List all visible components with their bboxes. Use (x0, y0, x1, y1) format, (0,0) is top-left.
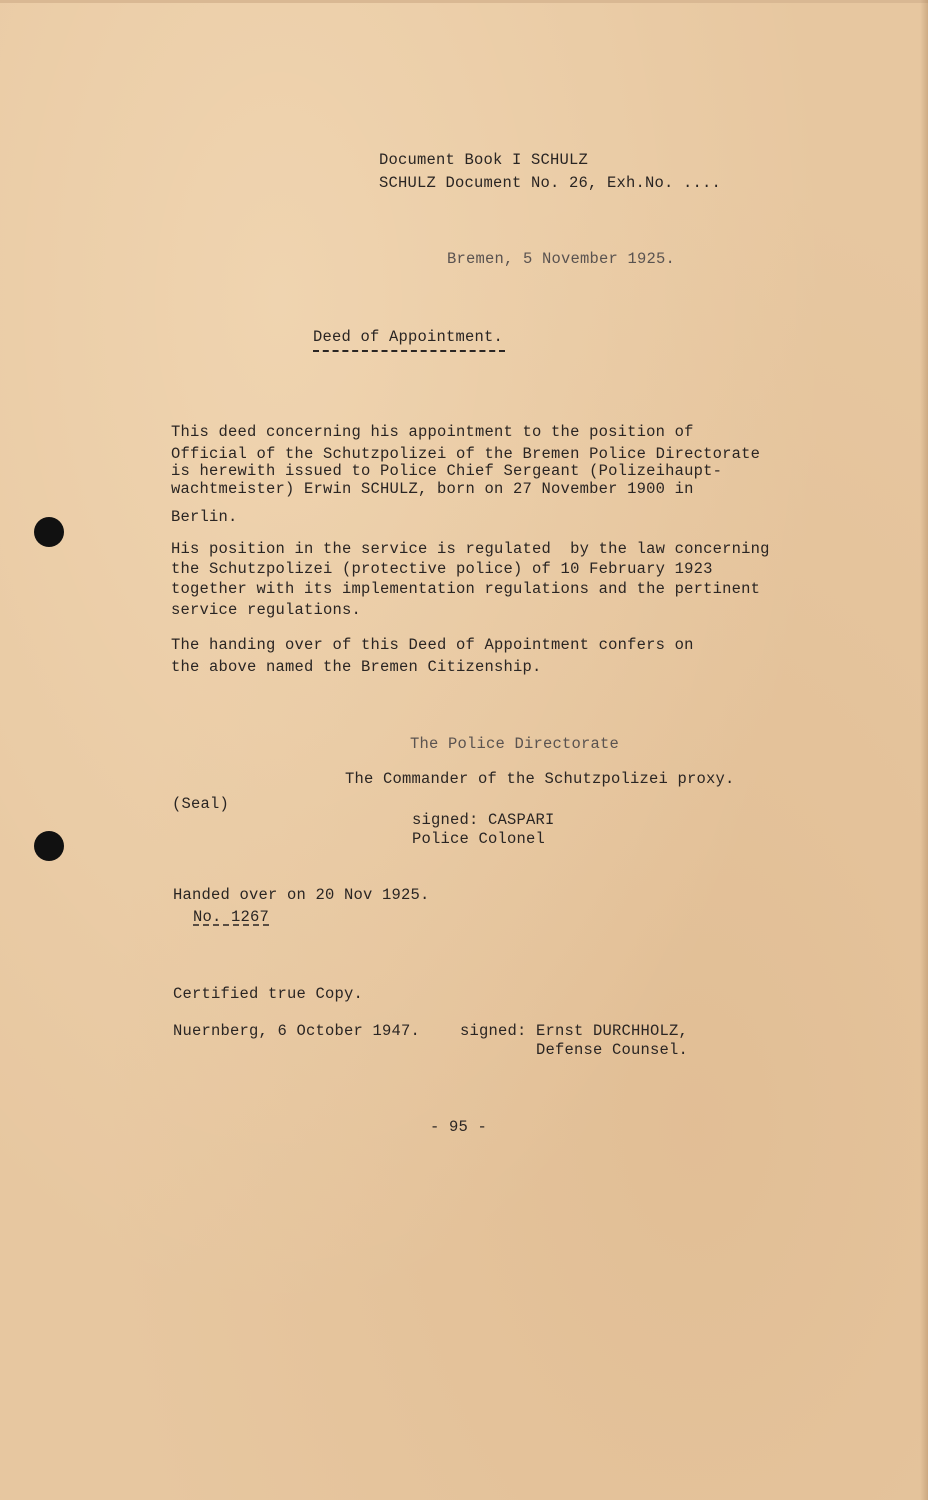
nuernberg-date: Nuernberg, 6 October 1947. (173, 1022, 421, 1040)
handover-number: No. 1267 (193, 908, 270, 926)
paragraph-1-line-1: This deed concerning his appointment to the position of (171, 423, 694, 441)
page-number: - 95 - (430, 1118, 488, 1136)
paragraph-3-line-1: The handing over of this Deed of Appointment confers on (171, 636, 694, 654)
seal-note: (Seal) (172, 795, 230, 813)
header-document-number: SCHULZ Document No. 26, Exh.No. .... (379, 174, 722, 192)
paragraph-2-line-3: together with its implementation regulations and the pertinent (171, 580, 761, 598)
commander-line: The Commander of the Schutzpolizei proxy. (345, 770, 735, 788)
paper-right-edge (920, 0, 928, 1500)
police-directorate: The Police Directorate (410, 735, 620, 753)
police-colonel: Police Colonel (412, 830, 546, 848)
punch-hole-lower (34, 831, 64, 861)
paragraph-2-line-4: service regulations. (171, 601, 362, 619)
paragraph-2-line-2: the Schutzpolizei (protective police) of 10 February 1923 (171, 560, 713, 578)
paper-top-edge (0, 0, 928, 3)
document-title: Deed of Appointment. (313, 328, 504, 346)
paragraph-2-line-1: His position in the service is regulated by the law concerning (171, 540, 770, 558)
paragraph-1-line-5: Berlin. (171, 508, 238, 526)
title-underline (313, 350, 505, 352)
paragraph-1-line-4: wachtmeister) Erwin SCHULZ, born on 27 November 1900 in (171, 480, 694, 498)
signed-durchholz: signed: Ernst DURCHHOLZ, (460, 1022, 689, 1040)
paragraph-3-line-2: the above named the Bremen Citizenship. (171, 658, 542, 676)
defense-counsel: Defense Counsel. (536, 1041, 689, 1059)
certified-copy: Certified true Copy. (173, 985, 364, 1003)
place-date: Bremen, 5 November 1925. (447, 250, 676, 268)
paragraph-1-line-2: Official of the Schutzpolizei of the Bremen Police Directorate (171, 445, 761, 463)
signed-caspari: signed: CASPARI (412, 811, 555, 829)
paragraph-1-line-3: is herewith issued to Police Chief Sergeant (Polizeihaupt- (171, 462, 723, 480)
punch-hole-upper (34, 517, 64, 547)
handed-over-date: Handed over on 20 Nov 1925. (173, 886, 430, 904)
header-document-book: Document Book I SCHULZ (379, 151, 589, 169)
